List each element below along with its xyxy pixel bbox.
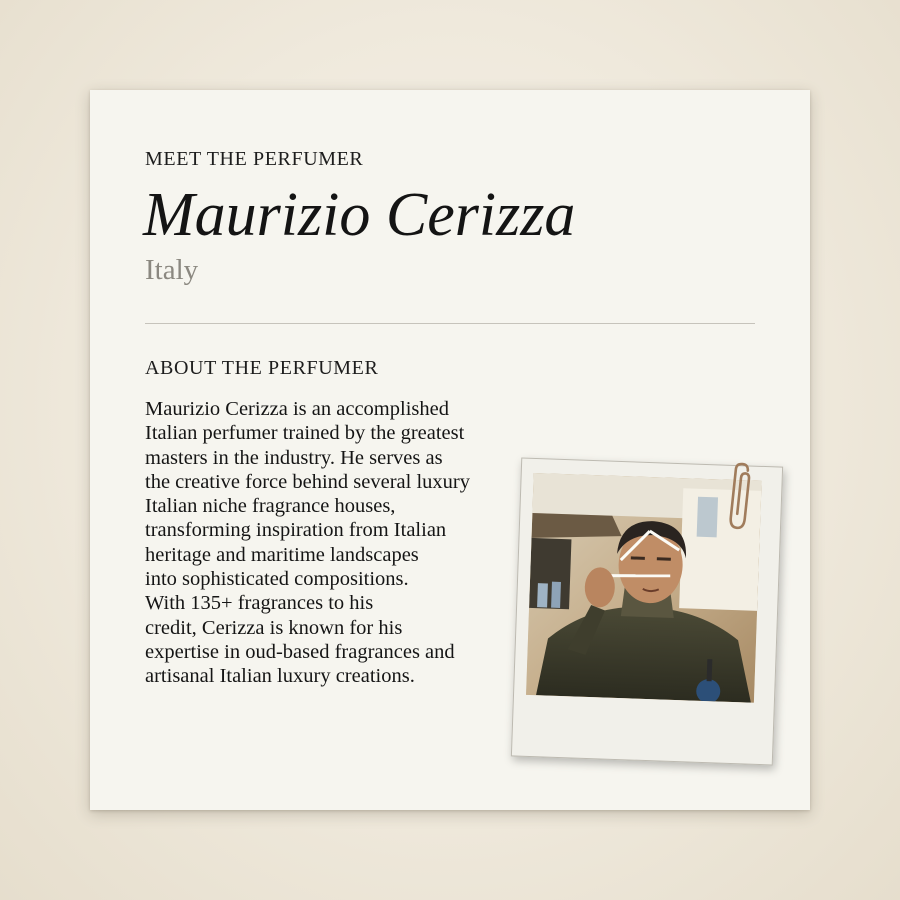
perfumer-card	[90, 90, 810, 810]
bio-line: credit, Cerizza is known for his	[145, 616, 403, 639]
bio-line: transforming inspiration from Italian	[145, 519, 447, 542]
bio-line: artisanal Italian luxury creations.	[145, 665, 415, 688]
bio-line: expertise in oud-based fragrances and	[145, 640, 455, 663]
bio-line: Maurizio Cerizza is an accomplished	[145, 398, 449, 420]
bio-line: Italian niche fragrance houses,	[145, 495, 396, 518]
bio-line: heritage and maritime landscapes	[145, 543, 419, 566]
bio-line: Italian perfumer trained by the greatest	[145, 422, 465, 445]
about-heading: ABOUT THE PERFUMER	[145, 357, 379, 379]
bio-line: masters in the industry. He serves as	[145, 446, 443, 469]
bio-line: the creative force behind several luxury	[145, 470, 470, 493]
perfumer-name: Maurizio Cerizza	[143, 181, 576, 249]
bio-text	[145, 397, 510, 689]
section-divider	[145, 323, 755, 324]
bio-line: With 135+ fragrances to his	[145, 592, 374, 615]
bio-line: into sophisticated compositions.	[145, 568, 409, 591]
eyebrow-label: MEET THE PERFUMER	[145, 148, 364, 170]
perfumer-country: Italy	[145, 254, 199, 286]
